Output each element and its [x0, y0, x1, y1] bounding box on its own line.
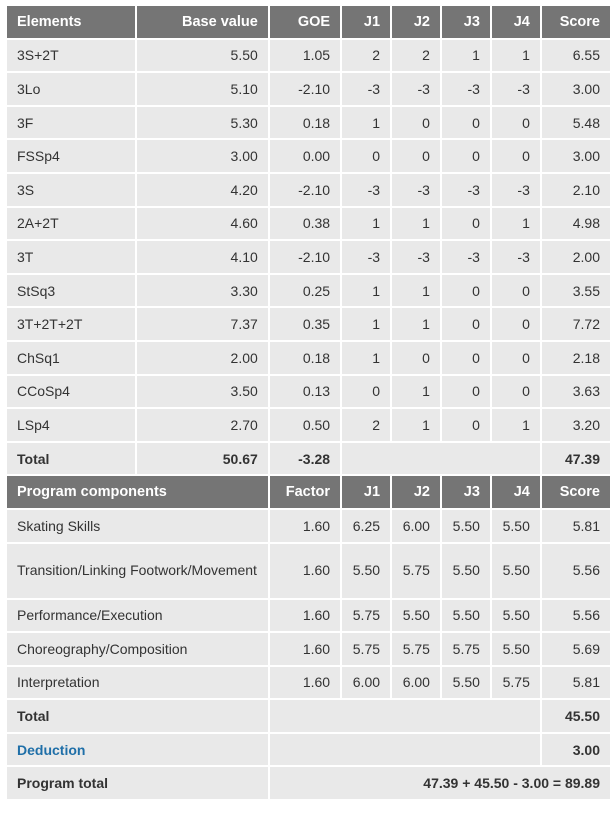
elements-body — [7, 40, 610, 441]
element-row — [7, 40, 610, 72]
element-score: 5.48 — [542, 107, 610, 139]
element-j4: -3 — [492, 241, 540, 273]
element-row — [7, 140, 610, 172]
element-j3: 0 — [442, 376, 490, 408]
element-base-value: 5.50 — [137, 40, 268, 72]
element-j2: 1 — [392, 208, 440, 240]
element-score: 2.00 — [542, 241, 610, 273]
header-j4: J4 — [492, 6, 540, 38]
elements-total-score: 47.39 — [542, 443, 610, 475]
component-factor: 1.60 — [270, 544, 340, 598]
header-c-j4: J4 — [492, 476, 540, 508]
element-base-value: 7.37 — [137, 308, 268, 340]
element-j4: 0 — [492, 376, 540, 408]
header-c-j2: J2 — [392, 476, 440, 508]
element-goe: -2.10 — [270, 241, 340, 273]
component-score: 5.69 — [542, 633, 610, 665]
element-row — [7, 376, 610, 408]
element-base-value: 4.20 — [137, 174, 268, 206]
element-score: 7.72 — [542, 308, 610, 340]
components-total-score: 45.50 — [542, 700, 610, 732]
element-goe: 1.05 — [270, 40, 340, 72]
elements-total-goe: -3.28 — [270, 443, 340, 475]
element-score: 4.98 — [542, 208, 610, 240]
component-j4: 5.50 — [492, 544, 540, 598]
element-base-value: 4.10 — [137, 241, 268, 273]
component-row — [7, 510, 610, 542]
header-c-j3: J3 — [442, 476, 490, 508]
element-goe: 0.18 — [270, 107, 340, 139]
component-score: 5.81 — [542, 667, 610, 699]
component-score: 5.56 — [542, 544, 610, 598]
element-name: FSSp4 — [7, 140, 135, 172]
element-name: 2A+2T — [7, 208, 135, 240]
deduction-blank — [270, 734, 540, 766]
components-total-label: Total — [7, 700, 268, 732]
element-base-value: 2.70 — [137, 409, 268, 441]
element-row — [7, 342, 610, 374]
component-factor: 1.60 — [270, 600, 340, 632]
program-total-value: 47.39 + 45.50 - 3.00 = 89.89 — [270, 767, 610, 799]
deduction-link[interactable]: Deduction — [7, 734, 268, 766]
element-j1: 1 — [342, 275, 390, 307]
element-goe: 0.38 — [270, 208, 340, 240]
element-j3: 0 — [442, 308, 490, 340]
element-j4: 0 — [492, 308, 540, 340]
component-name: Choreography/Composition — [7, 633, 268, 665]
element-base-value: 5.10 — [137, 73, 268, 105]
component-name: Interpretation — [7, 667, 268, 699]
element-row — [7, 208, 610, 240]
component-j1: 5.75 — [342, 600, 390, 632]
element-name: 3F — [7, 107, 135, 139]
element-j4: 1 — [492, 40, 540, 72]
header-elements: Elements — [7, 6, 135, 38]
element-j3: -3 — [442, 73, 490, 105]
element-j3: 0 — [442, 409, 490, 441]
element-name: LSp4 — [7, 409, 135, 441]
elements-total-blank — [342, 443, 540, 475]
header-j3: J3 — [442, 6, 490, 38]
element-row — [7, 174, 610, 206]
element-goe: -2.10 — [270, 73, 340, 105]
element-j1: -3 — [342, 241, 390, 273]
component-j3: 5.50 — [442, 510, 490, 542]
component-factor: 1.60 — [270, 510, 340, 542]
element-name: ChSq1 — [7, 342, 135, 374]
element-j3: 0 — [442, 275, 490, 307]
component-j1: 5.50 — [342, 544, 390, 598]
element-j2: 1 — [392, 376, 440, 408]
element-name: 3S+2T — [7, 40, 135, 72]
component-name: Performance/Execution — [7, 600, 268, 632]
element-j1: 2 — [342, 40, 390, 72]
components-total-blank — [270, 700, 540, 732]
element-j1: -3 — [342, 174, 390, 206]
component-j1: 6.25 — [342, 510, 390, 542]
element-base-value: 3.30 — [137, 275, 268, 307]
element-j1: -3 — [342, 73, 390, 105]
element-j3: 1 — [442, 40, 490, 72]
element-goe: 0.50 — [270, 409, 340, 441]
element-j4: 1 — [492, 409, 540, 441]
component-j4: 5.50 — [492, 600, 540, 632]
element-j4: -3 — [492, 73, 540, 105]
element-j3: 0 — [442, 140, 490, 172]
component-name: Transition/Linking Footwork/Movement — [7, 544, 268, 598]
element-j2: 1 — [392, 308, 440, 340]
element-goe: 0.18 — [270, 342, 340, 374]
element-j1: 2 — [342, 409, 390, 441]
element-j2: 1 — [392, 409, 440, 441]
component-j3: 5.50 — [442, 667, 490, 699]
element-name: CCoSp4 — [7, 376, 135, 408]
element-j1: 1 — [342, 107, 390, 139]
header-base-value: Base value — [137, 6, 268, 38]
element-j4: 0 — [492, 140, 540, 172]
element-score: 3.20 — [542, 409, 610, 441]
component-name: Skating Skills — [7, 510, 268, 542]
element-name: 3S — [7, 174, 135, 206]
element-base-value: 2.00 — [137, 342, 268, 374]
element-j3: -3 — [442, 241, 490, 273]
component-row — [7, 667, 610, 699]
element-goe: 0.25 — [270, 275, 340, 307]
component-j3: 5.75 — [442, 633, 490, 665]
element-row — [7, 275, 610, 307]
component-j3: 5.50 — [442, 544, 490, 598]
element-j2: 2 — [392, 40, 440, 72]
component-j2: 5.50 — [392, 600, 440, 632]
element-j2: -3 — [392, 241, 440, 273]
component-row — [7, 600, 610, 632]
component-row — [7, 633, 610, 665]
score-table — [5, 4, 612, 801]
element-goe: -2.10 — [270, 174, 340, 206]
header-factor: Factor — [270, 476, 340, 508]
component-j1: 5.75 — [342, 633, 390, 665]
components-header-row — [7, 476, 610, 508]
element-name: StSq3 — [7, 275, 135, 307]
header-program-components: Program components — [7, 476, 268, 508]
header-j1: J1 — [342, 6, 390, 38]
header-c-j1: J1 — [342, 476, 390, 508]
element-j2: 1 — [392, 275, 440, 307]
element-score: 6.55 — [542, 40, 610, 72]
element-j2: 0 — [392, 107, 440, 139]
component-j2: 5.75 — [392, 544, 440, 598]
component-score: 5.81 — [542, 510, 610, 542]
elements-total-base: 50.67 — [137, 443, 268, 475]
element-j1: 1 — [342, 308, 390, 340]
deduction-row — [7, 734, 610, 766]
program-total-row — [7, 767, 610, 799]
component-j3: 5.50 — [442, 600, 490, 632]
element-score: 3.00 — [542, 140, 610, 172]
element-j2: 0 — [392, 342, 440, 374]
element-row — [7, 241, 610, 273]
element-row — [7, 308, 610, 340]
component-j4: 5.75 — [492, 667, 540, 699]
component-factor: 1.60 — [270, 667, 340, 699]
element-j3: 0 — [442, 342, 490, 374]
components-body — [7, 510, 610, 698]
component-j1: 6.00 — [342, 667, 390, 699]
element-j1: 1 — [342, 342, 390, 374]
element-j2: -3 — [392, 73, 440, 105]
element-j4: 1 — [492, 208, 540, 240]
element-score: 3.00 — [542, 73, 610, 105]
component-j4: 5.50 — [492, 510, 540, 542]
element-score: 2.10 — [542, 174, 610, 206]
component-j2: 6.00 — [392, 667, 440, 699]
element-base-value: 3.00 — [137, 140, 268, 172]
elements-total-label: Total — [7, 443, 135, 475]
header-c-score: Score — [542, 476, 610, 508]
element-j4: 0 — [492, 107, 540, 139]
deduction-value: 3.00 — [542, 734, 610, 766]
element-j1: 1 — [342, 208, 390, 240]
element-j4: 0 — [492, 342, 540, 374]
header-goe: GOE — [270, 6, 340, 38]
element-base-value: 5.30 — [137, 107, 268, 139]
elements-header-row — [7, 6, 610, 38]
element-row — [7, 73, 610, 105]
element-score: 3.63 — [542, 376, 610, 408]
elements-total-row — [7, 443, 610, 475]
element-row — [7, 409, 610, 441]
element-name: 3T+2T+2T — [7, 308, 135, 340]
element-name: 3Lo — [7, 73, 135, 105]
component-j4: 5.50 — [492, 633, 540, 665]
element-j2: 0 — [392, 140, 440, 172]
components-total-row — [7, 700, 610, 732]
component-j2: 5.75 — [392, 633, 440, 665]
element-base-value: 3.50 — [137, 376, 268, 408]
component-score: 5.56 — [542, 600, 610, 632]
element-j3: 0 — [442, 107, 490, 139]
element-score: 2.18 — [542, 342, 610, 374]
element-j4: 0 — [492, 275, 540, 307]
element-name: 3T — [7, 241, 135, 273]
element-goe: 0.35 — [270, 308, 340, 340]
element-j3: 0 — [442, 208, 490, 240]
element-j4: -3 — [492, 174, 540, 206]
component-factor: 1.60 — [270, 633, 340, 665]
element-goe: 0.13 — [270, 376, 340, 408]
element-row — [7, 107, 610, 139]
header-j2: J2 — [392, 6, 440, 38]
program-total-label: Program total — [7, 767, 268, 799]
component-j2: 6.00 — [392, 510, 440, 542]
header-score: Score — [542, 6, 610, 38]
element-j3: -3 — [442, 174, 490, 206]
element-goe: 0.00 — [270, 140, 340, 172]
element-j1: 0 — [342, 140, 390, 172]
element-j2: -3 — [392, 174, 440, 206]
element-base-value: 4.60 — [137, 208, 268, 240]
element-score: 3.55 — [542, 275, 610, 307]
component-row — [7, 544, 610, 598]
element-j1: 0 — [342, 376, 390, 408]
